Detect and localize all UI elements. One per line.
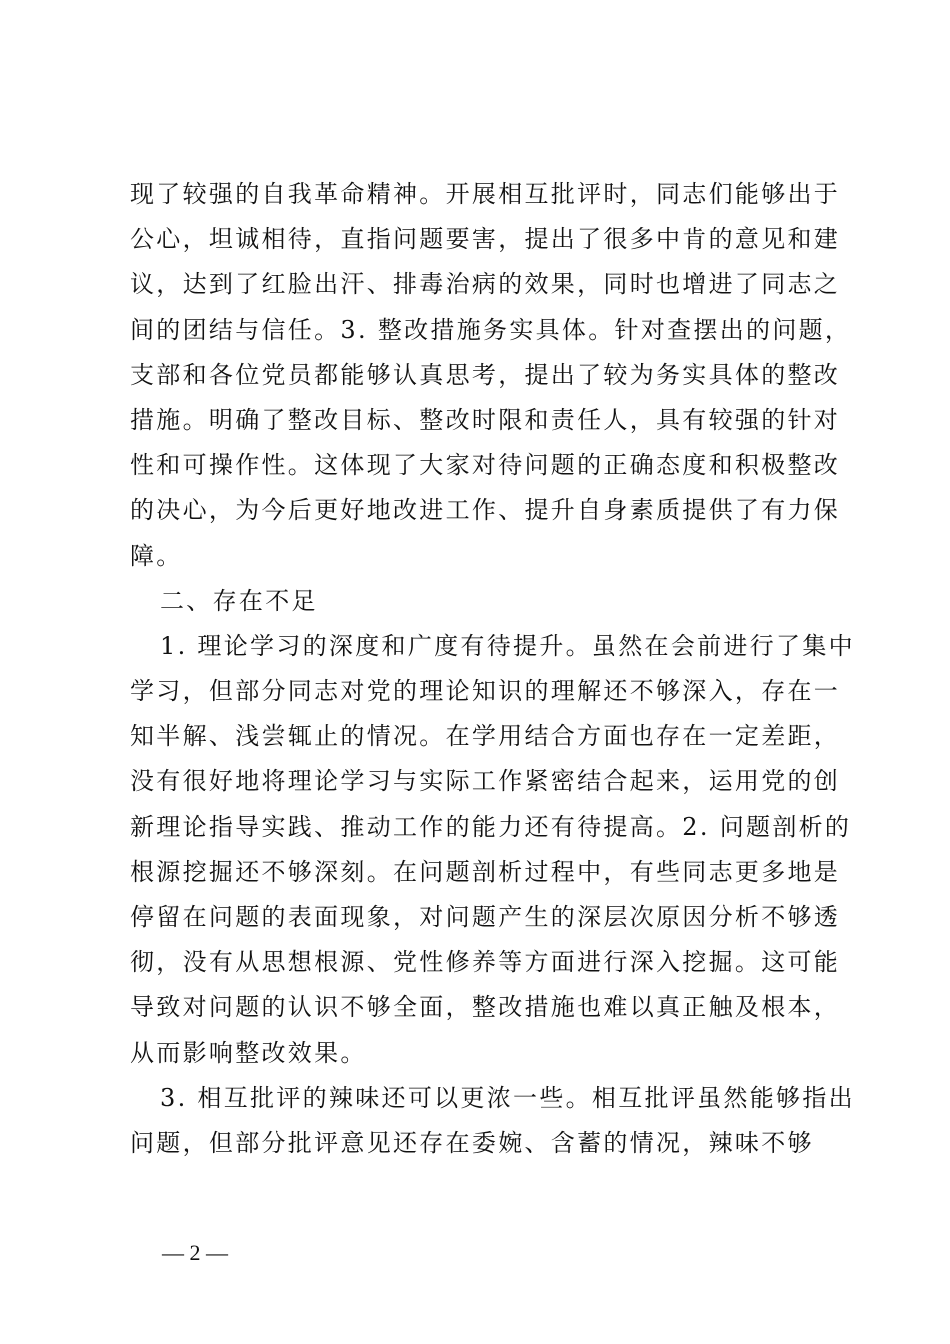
body-line: 知半解、浅尝辄止的情况。在学用结合方面也存在一定差距， [130, 722, 841, 751]
page-number: — 2 — [162, 1240, 228, 1265]
body-line: 间的团结与信任。3. 整改措施务实具体。针对查摆出的问题， [130, 315, 852, 344]
body-line: 学习，但部分同志对党的理论知识的理解还不够深入，存在一 [130, 677, 841, 706]
body-line: 现了较强的自我革命精神。开展相互批评时，同志们能够出于 [130, 180, 841, 208]
body-line: 从而影响整改效果。 [130, 1038, 367, 1067]
body-line: 问题，但部分批评意见还存在委婉、含蓄的情况，辣味不够 [130, 1128, 814, 1157]
body-line: 彻，没有从思想根源、党性修养等方面进行深入挖掘。这可能 [130, 948, 841, 977]
body-line: 导致对问题的认识不够全面，整改措施也难以真正触及根本， [130, 993, 841, 1022]
body-line: 支部和各位党员都能够认真思考，提出了较为务实具体的整改 [130, 360, 841, 389]
body-line: 没有很好地将理论学习与实际工作紧密结合起来，运用党的创 [130, 767, 841, 796]
body-line: 性和可操作性。这体现了大家对待问题的正确态度和积极整改 [130, 451, 841, 480]
body-line: 公心，坦诚相待，直指问题要害，提出了很多中肯的意见和建 [130, 225, 841, 254]
body-line: 议，达到了红脸出汗、排毒治病的效果，同时也增进了同志之 [130, 270, 841, 299]
section-heading: 二、存在不足 [160, 586, 318, 615]
body-line: 停留在问题的表面现象，对问题产生的深层次原因分析不够透 [130, 903, 841, 931]
body-line: 障。 [130, 541, 183, 570]
paragraph-start-line: 1. 理论学习的深度和广度有待提升。虽然在会前进行了集中 [160, 631, 855, 660]
body-line: 措施。明确了整改目标、整改时限和责任人，具有较强的针对 [130, 405, 841, 434]
body-line: 的决心，为今后更好地改进工作、提升自身素质提供了有力保 [130, 496, 841, 525]
body-line: 新理论指导实践、推动工作的能力还有待提高。2. 问题剖析的 [130, 812, 852, 841]
document-body [130, 172, 855, 1166]
paragraph-start-line: 3. 相互批评的辣味还可以更浓一些。相互批评虽然能够指出 [160, 1083, 855, 1112]
body-line: 根源挖掘还不够深刻。在问题剖析过程中，有些同志更多地是 [130, 857, 841, 886]
